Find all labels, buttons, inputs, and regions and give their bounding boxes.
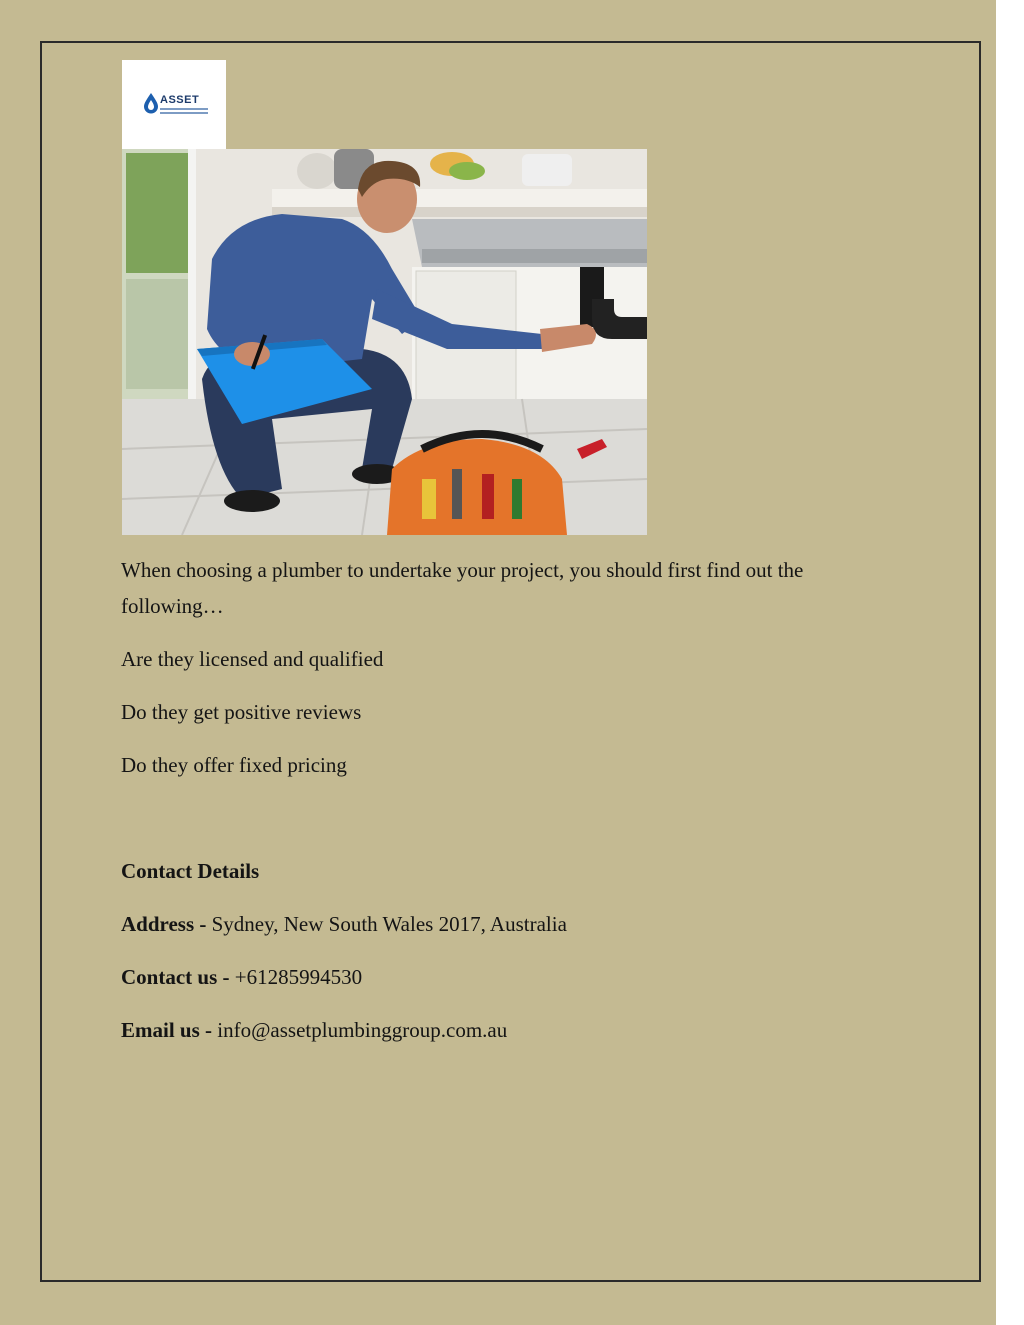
checklist-item: Do they get positive reviews	[121, 700, 362, 724]
email-line	[121, 1012, 507, 1048]
address-value: Sydney, New South Wales 2017, Australia	[211, 912, 567, 936]
checklist-item: Do they offer fixed pricing	[121, 753, 347, 777]
phone-label: Contact us -	[121, 965, 230, 989]
phone-value: +61285994530	[234, 965, 363, 989]
checklist-item: Are they licensed and qualified	[121, 647, 384, 671]
address-line	[121, 906, 567, 942]
water-drop-icon	[143, 92, 159, 114]
plumber-photo	[122, 149, 647, 535]
logo-wordmark: ASSET	[160, 94, 200, 106]
email-label: Email us -	[121, 1018, 213, 1042]
contact-heading: Contact Details	[121, 859, 260, 883]
intro-paragraph: When choosing a plumber to undertake your project, you should first find out the following…	[121, 558, 804, 618]
logo-tagline-lines	[160, 108, 208, 116]
email-value: info@assetplumbinggroup.com.au	[217, 1018, 508, 1042]
company-logo	[122, 60, 226, 149]
phone-line	[121, 959, 362, 995]
address-label: Address -	[121, 912, 207, 936]
